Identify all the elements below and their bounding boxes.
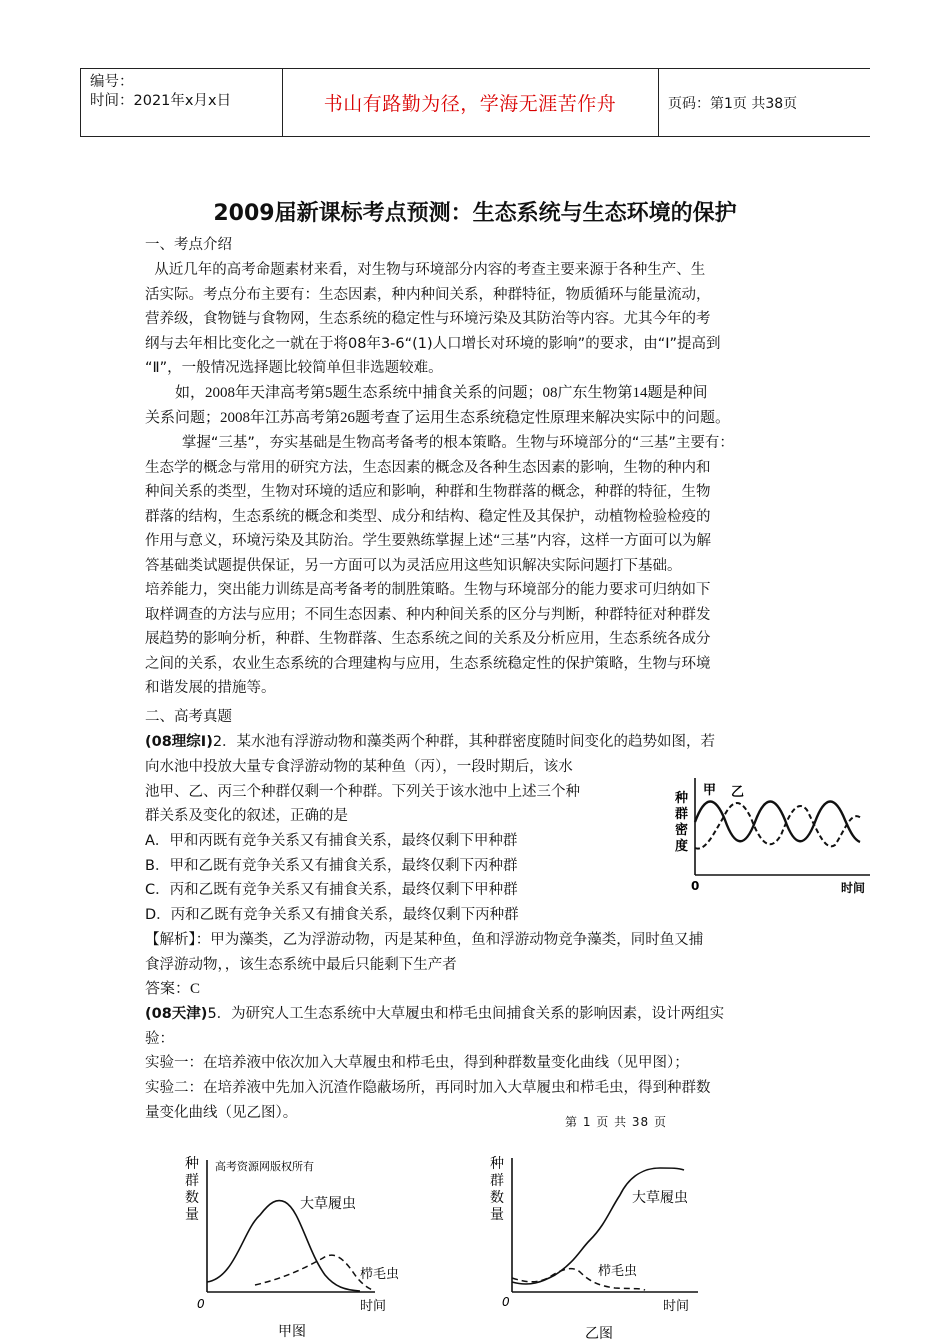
q1-stem-rest: 向水池中投放大量专食浮游动物的某种鱼（丙），一段时期后，该水 池甲、乙、丙三个种群仅剩一个种群。下列关于该水池中上述三个种 群关系及变化的叙述，正确的是 <box>145 759 580 825</box>
q2b-ylabel-4: 量 <box>490 1207 504 1223</box>
q2b-label-curve2: 栉毛虫 <box>598 1264 638 1279</box>
section1-para3: 掌握“三基”，夯实基础是生物高考备考的根本策略。生物与环境部分的“三基”主要有： 生态学的概念与常用的研究方法，生态因素的概念及各种生态因素的影响，生物的种内和 种间关系的类型，生物对环境的适应和影响，种群和生物群落的概念，种群的特征，生物 群落的结构，生态系统的概念和类型、成分和结构、稳定性及其保护，动植物检验检疫的 作用与意义，环境污染及其防治。学生要熟练掌握上述“三基”内容，这样一方面可以为解 答基础类试题提供保证，另一方面可以为灵活应用这些知识解决实际问题打下基础。 <box>145 435 734 574</box>
q1-fig-ylabel-3: 密 <box>675 823 689 838</box>
q1-answer: 答案：C <box>145 981 201 997</box>
q2a-label-curve2: 栉毛虫 <box>360 1267 400 1282</box>
q1-analysis: 【解析】：甲为藻类，乙为浮游动物，丙是某种鱼，鱼和浮游动物竞争藻类，同时鱼又捕 食浮游动物，，该生态系统中最后只能剩下生产者 <box>145 932 704 973</box>
header-table <box>80 68 870 137</box>
q2a-ylabel-3: 数 <box>185 1190 199 1206</box>
section1-para2: 如，2008年天津高考第5题生态系统中捕食关系的问题；08广东生物第14题是种间 关系问题；2008年江苏高考第26题考查了运用生态系统稳定性原理来解决实际中的问题。 <box>145 385 731 426</box>
number-label: 编号： <box>90 74 134 90</box>
q2a-watermark: 高考资源网版权所有 <box>215 1160 314 1173</box>
q2b-caption: 乙图 <box>585 1326 613 1342</box>
q1-stem-line1 <box>145 730 810 755</box>
q2a-origin: 0 <box>197 1297 205 1311</box>
q2a-caption: 甲图 <box>278 1324 306 1340</box>
q1-source: (08理综Ⅰ) <box>145 734 213 750</box>
q2-exp2: 实验二：在培养液中先加入沉渣作隐蔽场所，再同时加入大草履虫和栉毛虫，得到种群数 量变化曲线（见乙图）。 <box>145 1080 711 1121</box>
q2-figure-a <box>175 1150 415 1344</box>
q1-option-b: B．甲和乙既有竞争关系又有捕食关系，最终仅剩下丙种群 <box>145 858 518 874</box>
q1-figure <box>665 770 880 900</box>
q2a-curve-didinium <box>255 1255 373 1290</box>
page-title: 2009届新课标考点预测：生态系统与生态环境的保护 <box>213 201 737 226</box>
q2b-xlabel: 时间 <box>663 1299 690 1314</box>
page-label: 页码：第1页 共38页 <box>668 96 798 112</box>
q2-exp1: 实验一：在培养液中依次加入大草履虫和栉毛虫，得到种群数量变化曲线（见甲图）； <box>145 1055 689 1071</box>
section2-heading: 二、高考真题 <box>145 709 232 725</box>
q2b-ylabel-3: 数 <box>490 1190 504 1206</box>
q1-fig-ylabel-2: 群 <box>675 807 689 822</box>
q2b-ylabel-2: 群 <box>490 1173 504 1189</box>
header-border-left <box>80 69 81 136</box>
date-label: 时间：2021年x月x日 <box>90 93 232 109</box>
q1-fig-label-jia: 甲 <box>703 783 717 798</box>
q1-fig-curve-jia <box>695 801 860 842</box>
q2a-curve-paramecium <box>207 1201 360 1291</box>
q2-stem <box>145 1002 810 1051</box>
q2a-ylabel-4: 量 <box>185 1207 199 1223</box>
q1-option-d: D．丙和乙既有竞争关系又有捕食关系，最终仅剩下丙种群 <box>145 907 519 923</box>
q1-fig-origin: 0 <box>691 879 700 893</box>
q1-stem-first: 2．某水池有浮游动物和藻类两个种群，其种群密度随时间变化的趋势如图，若 <box>212 734 716 750</box>
q1-option-a: A．甲和丙既有竞争关系又有捕食关系，最终仅剩下甲种群 <box>145 833 518 849</box>
header-meta <box>90 73 231 111</box>
q2b-origin: 0 <box>502 1295 510 1309</box>
q1-fig-xlabel: 时间 <box>841 881 866 895</box>
q2a-xlabel: 时间 <box>360 1299 387 1314</box>
section1-para4: 培养能力，突出能力训练是高考备考的制胜策略。生物与环境部分的能力要求可归纳如下 取样调查的方法与应用；不同生态因素、种内种间关系的区分与判断，种群特征对种群发 展趋势的影响分析，种群、生物群落、生态系统之间的关系及分析应用，生态系统各成分 之间的关系，农业生态系统的合理建构与应用，生态系统稳定性的保护策略，生物与环境 和谐发展的措施等。 <box>145 582 711 697</box>
page-footer: 第 1 页 共 38 页 <box>565 1115 667 1129</box>
q2-source: (08天津) <box>145 1006 208 1022</box>
q2-stem-text: 5．为研究人工生态系统中大草履虫和栉毛虫间捕食关系的影响因素，设计两组实 验： <box>145 1006 725 1047</box>
q1-fig-ylabel-1: 种 <box>675 791 689 806</box>
q2a-ylabel-1: 种 <box>185 1156 199 1172</box>
q2a-ylabel-2: 群 <box>185 1173 199 1189</box>
header-divider-2 <box>658 69 659 136</box>
q2a-label-curve1: 大草履虫 <box>300 1196 356 1212</box>
section1-heading: 一、考点介绍 <box>145 237 232 253</box>
q2b-ylabel-1: 种 <box>490 1156 504 1172</box>
q1-fig-label-yi: 乙 <box>731 785 745 800</box>
q2b-label-curve1: 大草履虫 <box>632 1190 688 1206</box>
section1-para1: 从近几年的高考命题素材来看，对生物与环境部分内容的考查主要来源于各种生产、生 活实际。考点分布主要有：生态因素，种内种间关系，种群特征，物质循环与能量流动， 营养级，食物链与食物网，生态系统的稳定性与环境污染及其防治等内容。尤其今年的考 纲与去年相比变化之一就在于将08年3-6“(1)人口增长对环境的影响”的要求，由“Ⅰ”提高到 “Ⅱ”，一般情况选择题比较简单但非选题较难。 <box>145 262 721 377</box>
q1-fig-ylabel-4: 度 <box>675 839 689 854</box>
motto: 书山有路勤为径，学海无涯苦作舟 <box>323 93 617 115</box>
q1-option-c: C．丙和乙既有竞争关系又有捕食关系，最终仅剩下甲种群 <box>145 882 518 898</box>
q2-figure-b <box>480 1150 720 1344</box>
